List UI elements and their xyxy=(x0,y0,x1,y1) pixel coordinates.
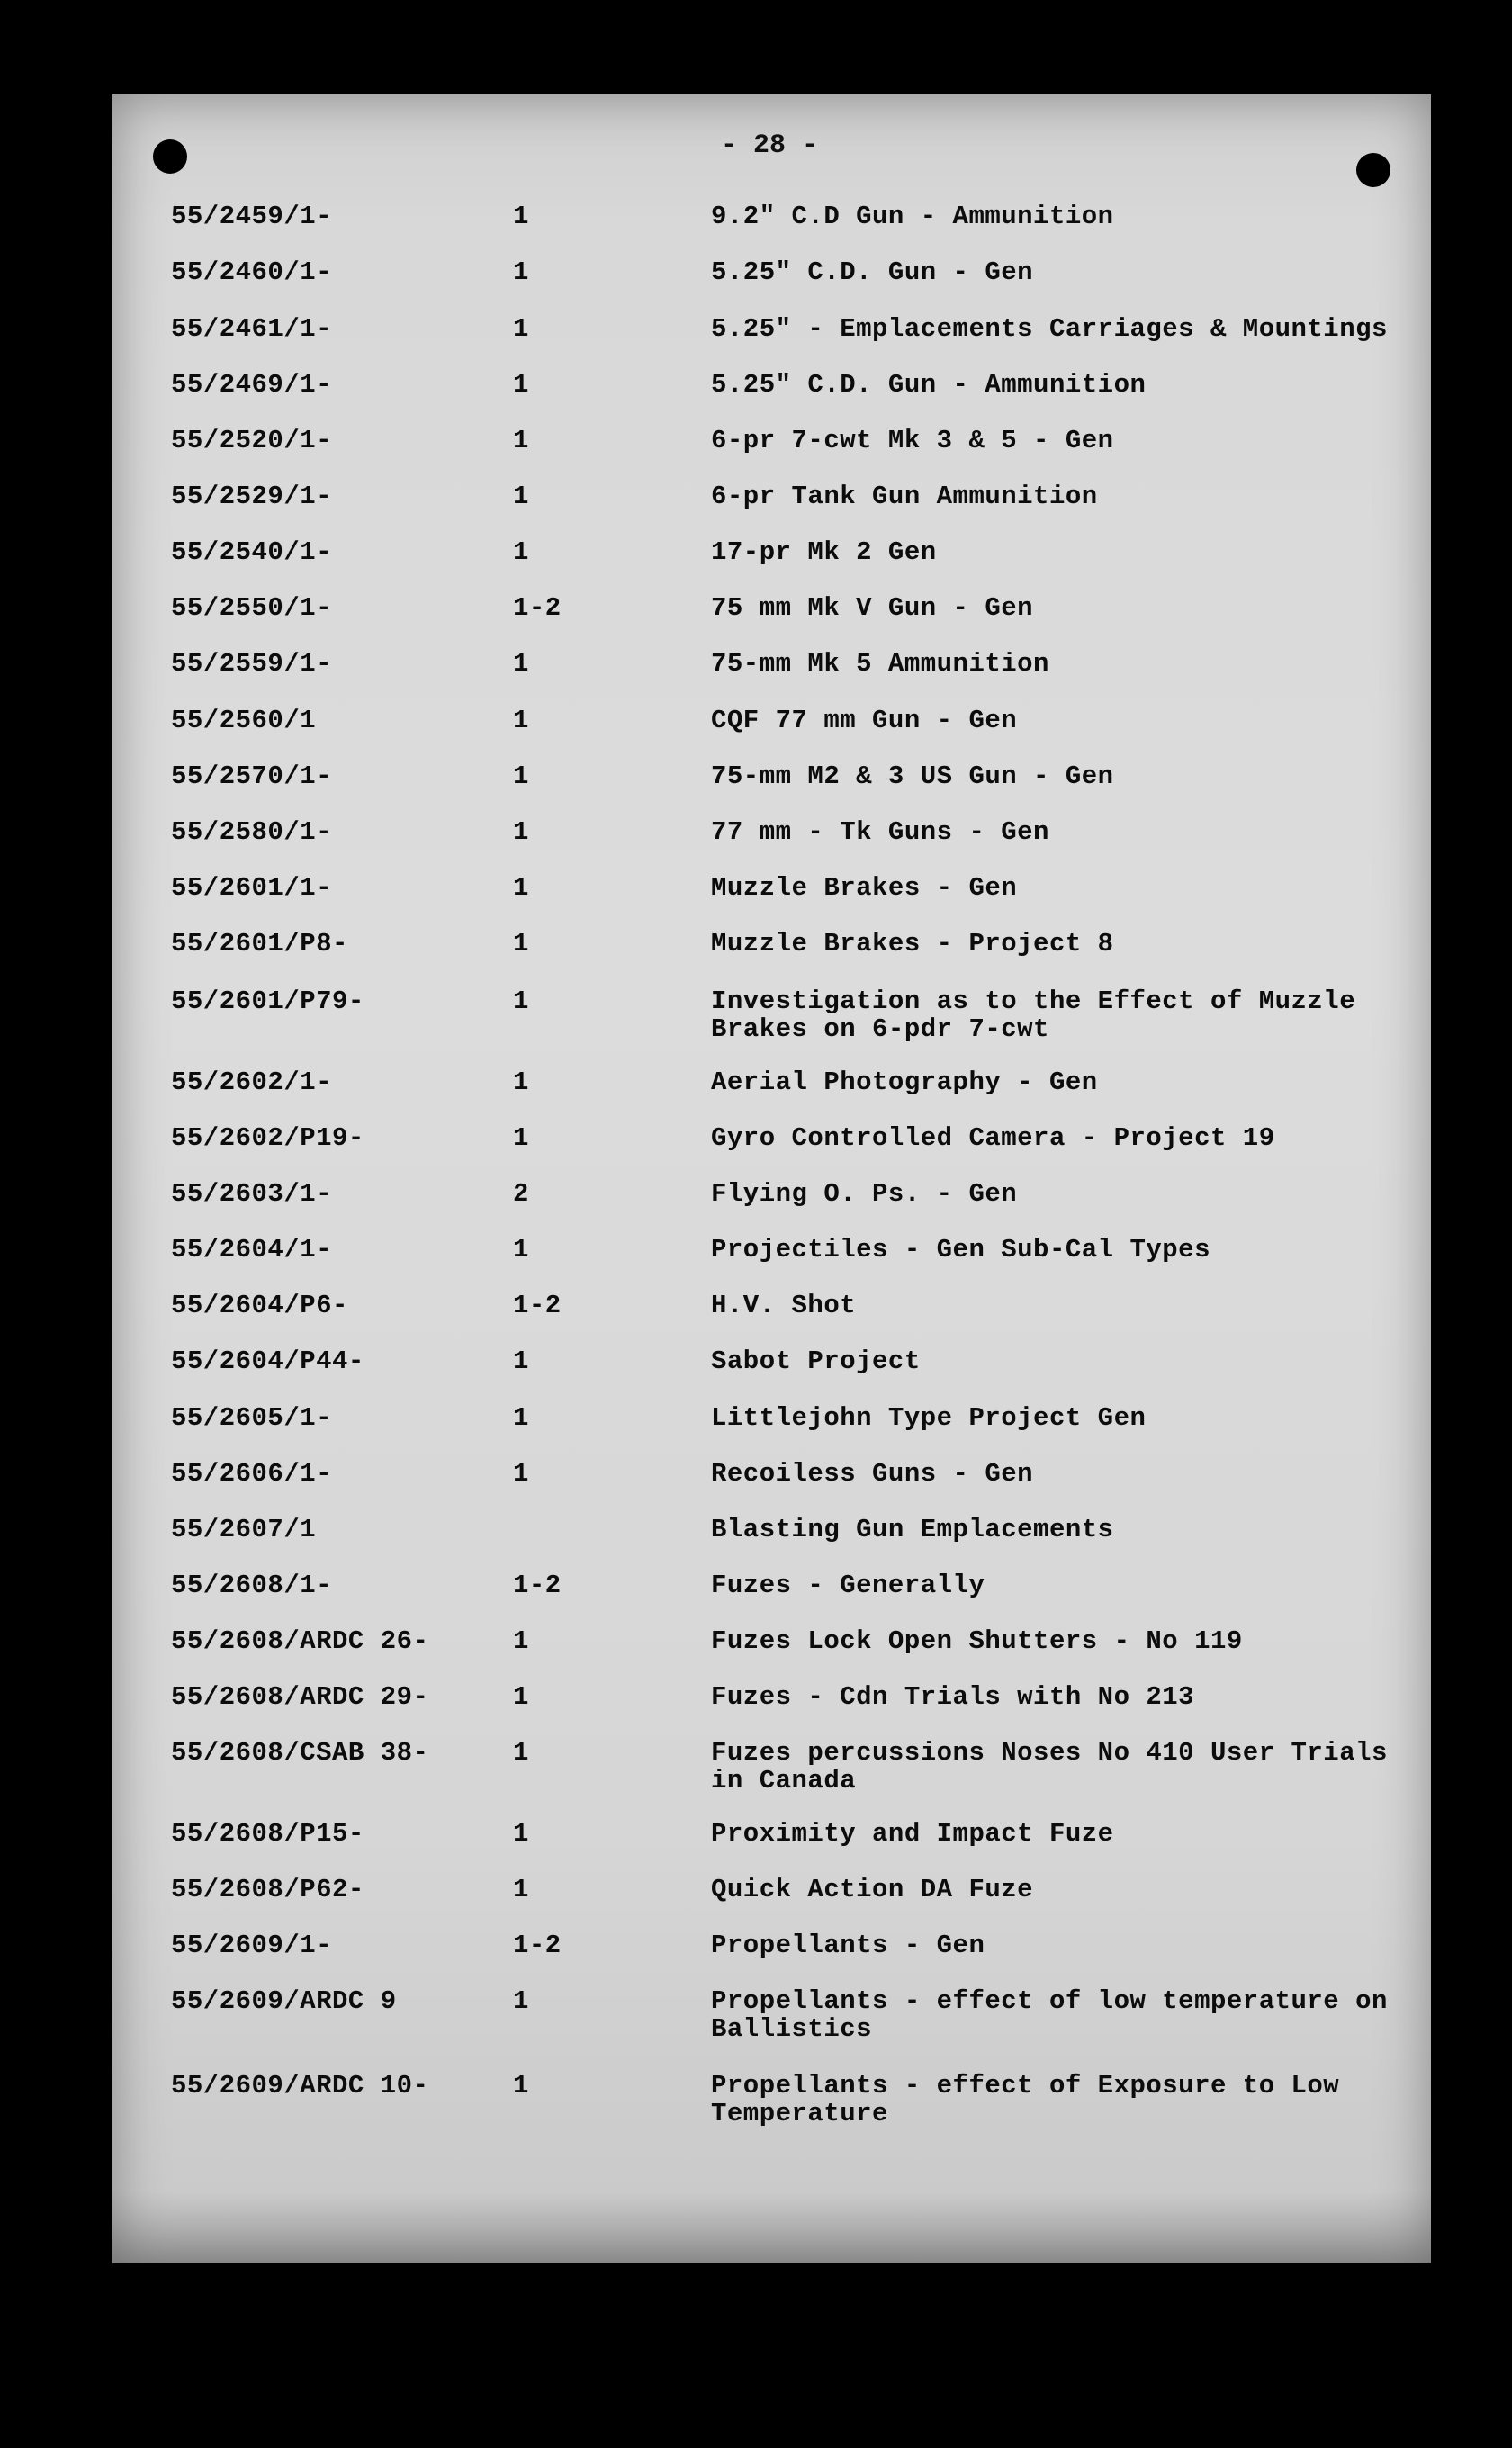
file-reference: 55/2608/CSAB 38- xyxy=(171,1738,429,1768)
file-subject: 17-pr Mk 2 Gen xyxy=(711,537,937,567)
file-subject: Recoiless Guns - Gen xyxy=(711,1459,1034,1489)
volume-number: 1 xyxy=(513,1986,529,2016)
file-subject: 75-mm Mk 5 Ammunition xyxy=(711,649,1049,679)
volume-number: 1 xyxy=(513,986,529,1016)
file-reference: 55/2602/P19- xyxy=(171,1123,364,1153)
file-reference: 55/2603/1- xyxy=(171,1179,333,1209)
file-subject: Gyro Controlled Camera - Project 19 xyxy=(711,1123,1275,1153)
file-subject: Investigation as to the Effect of Muzzle Brakes on 6-pdr 7-cwt xyxy=(711,986,1356,1044)
volume-number: 1 xyxy=(513,1123,529,1153)
file-subject: Fuzes - Cdn Trials with No 213 xyxy=(711,1682,1195,1712)
file-subject: Quick Action DA Fuze xyxy=(711,1875,1034,1904)
volume-number: 1 xyxy=(513,1346,529,1376)
file-subject: 75 mm Mk V Gun - Gen xyxy=(711,593,1034,623)
bottom-margin-shadow xyxy=(112,2192,1431,2264)
file-reference: 55/2460/1- xyxy=(171,257,333,287)
file-subject: Propellants - effect of low temperature on Ballistics xyxy=(711,1986,1388,2044)
file-reference: 55/2608/P62- xyxy=(171,1875,364,1904)
volume-number: 1 xyxy=(513,1682,529,1712)
volume-number: 1 xyxy=(513,2071,529,2101)
file-subject: Fuzes percussions Noses No 410 User Trials in Canada xyxy=(711,1738,1388,1796)
file-reference: 55/2540/1- xyxy=(171,537,333,567)
volume-number: 1 xyxy=(513,426,529,455)
volume-number: 1 xyxy=(513,1875,529,1904)
file-subject: Muzzle Brakes - Gen xyxy=(711,873,1018,903)
file-subject: Sabot Project xyxy=(711,1346,921,1376)
volume-number: 1 xyxy=(513,257,529,287)
volume-number: 1-2 xyxy=(513,1291,562,1320)
file-reference: 55/2601/P8- xyxy=(171,929,348,958)
volume-number: 1 xyxy=(513,1459,529,1489)
file-reference: 55/2560/1 xyxy=(171,706,317,735)
file-reference: 55/2580/1- xyxy=(171,817,333,847)
volume-number: 2 xyxy=(513,1179,529,1209)
file-subject: Fuzes - Generally xyxy=(711,1570,986,1600)
file-reference: 55/2469/1- xyxy=(171,370,333,400)
volume-number: 1 xyxy=(513,1403,529,1433)
volume-number: 1 xyxy=(513,1626,529,1656)
file-subject: 6-pr 7-cwt Mk 3 & 5 - Gen xyxy=(711,426,1114,455)
file-subject: Flying O. Ps. - Gen xyxy=(711,1179,1018,1209)
file-list xyxy=(112,94,1431,2264)
volume-number: 1 xyxy=(513,1067,529,1097)
file-reference: 55/2604/1- xyxy=(171,1235,333,1264)
file-reference: 55/2608/P15- xyxy=(171,1819,364,1849)
file-subject: Aerial Photography - Gen xyxy=(711,1067,1098,1097)
file-subject: Littlejohn Type Project Gen xyxy=(711,1403,1147,1433)
volume-number: 1 xyxy=(513,202,529,231)
file-reference: 55/2520/1- xyxy=(171,426,333,455)
volume-number: 1 xyxy=(513,314,529,344)
file-reference: 55/2570/1- xyxy=(171,761,333,791)
volume-number: 1-2 xyxy=(513,593,562,623)
volume-number: 1-2 xyxy=(513,1570,562,1600)
file-subject: CQF 77 mm Gun - Gen xyxy=(711,706,1018,735)
file-subject: 5.25" C.D. Gun - Gen xyxy=(711,257,1034,287)
file-reference: 55/2606/1- xyxy=(171,1459,333,1489)
file-subject: Propellants - effect of Exposure to Low Temperature xyxy=(711,2071,1340,2128)
file-reference: 55/2601/P79- xyxy=(171,986,364,1016)
file-subject: Projectiles - Gen Sub-Cal Types xyxy=(711,1235,1210,1264)
file-reference: 55/2608/1- xyxy=(171,1570,333,1600)
file-reference: 55/2461/1- xyxy=(171,314,333,344)
file-reference: 55/2459/1- xyxy=(171,202,333,231)
volume-number: 1 xyxy=(513,537,529,567)
file-subject: 6-pr Tank Gun Ammunition xyxy=(711,482,1098,511)
file-reference: 55/2607/1 xyxy=(171,1515,317,1544)
file-subject: 9.2" C.D Gun - Ammunition xyxy=(711,202,1114,231)
file-subject: 5.25" C.D. Gun - Ammunition xyxy=(711,370,1147,400)
file-reference: 55/2609/ARDC 10- xyxy=(171,2071,429,2101)
file-subject: Proximity and Impact Fuze xyxy=(711,1819,1114,1849)
file-reference: 55/2608/ARDC 26- xyxy=(171,1626,429,1656)
volume-number: 1 xyxy=(513,1738,529,1768)
file-reference: 55/2550/1- xyxy=(171,593,333,623)
volume-number: 1 xyxy=(513,706,529,735)
file-reference: 55/2609/1- xyxy=(171,1930,333,1960)
volume-number: 1 xyxy=(513,1819,529,1849)
page-number: - 28 - xyxy=(720,130,819,161)
document-sheet xyxy=(112,94,1431,2264)
file-reference: 55/2608/ARDC 29- xyxy=(171,1682,429,1712)
file-reference: 55/2602/1- xyxy=(171,1067,333,1097)
volume-number: 1 xyxy=(513,817,529,847)
volume-number: 1 xyxy=(513,482,529,511)
file-subject: Blasting Gun Emplacements xyxy=(711,1515,1114,1544)
file-reference: 55/2601/1- xyxy=(171,873,333,903)
file-subject: H.V. Shot xyxy=(711,1291,857,1320)
volume-number: 1 xyxy=(513,1235,529,1264)
file-reference: 55/2609/ARDC 9 xyxy=(171,1986,397,2016)
file-reference: 55/2529/1- xyxy=(171,482,333,511)
file-reference: 55/2604/P6- xyxy=(171,1291,348,1320)
file-subject: Propellants - Gen xyxy=(711,1930,986,1960)
file-subject: Fuzes Lock Open Shutters - No 119 xyxy=(711,1626,1243,1656)
volume-number: 1-2 xyxy=(513,1930,562,1960)
file-subject: Muzzle Brakes - Project 8 xyxy=(711,929,1114,958)
file-reference: 55/2559/1- xyxy=(171,649,333,679)
volume-number: 1 xyxy=(513,370,529,400)
file-reference: 55/2605/1- xyxy=(171,1403,333,1433)
volume-number: 1 xyxy=(513,873,529,903)
file-subject: 77 mm - Tk Guns - Gen xyxy=(711,817,1049,847)
file-subject: 5.25" - Emplacements Carriages & Mountings xyxy=(711,314,1388,344)
volume-number: 1 xyxy=(513,649,529,679)
file-subject: 75-mm M2 & 3 US Gun - Gen xyxy=(711,761,1114,791)
volume-number: 1 xyxy=(513,929,529,958)
volume-number: 1 xyxy=(513,761,529,791)
file-reference: 55/2604/P44- xyxy=(171,1346,364,1376)
